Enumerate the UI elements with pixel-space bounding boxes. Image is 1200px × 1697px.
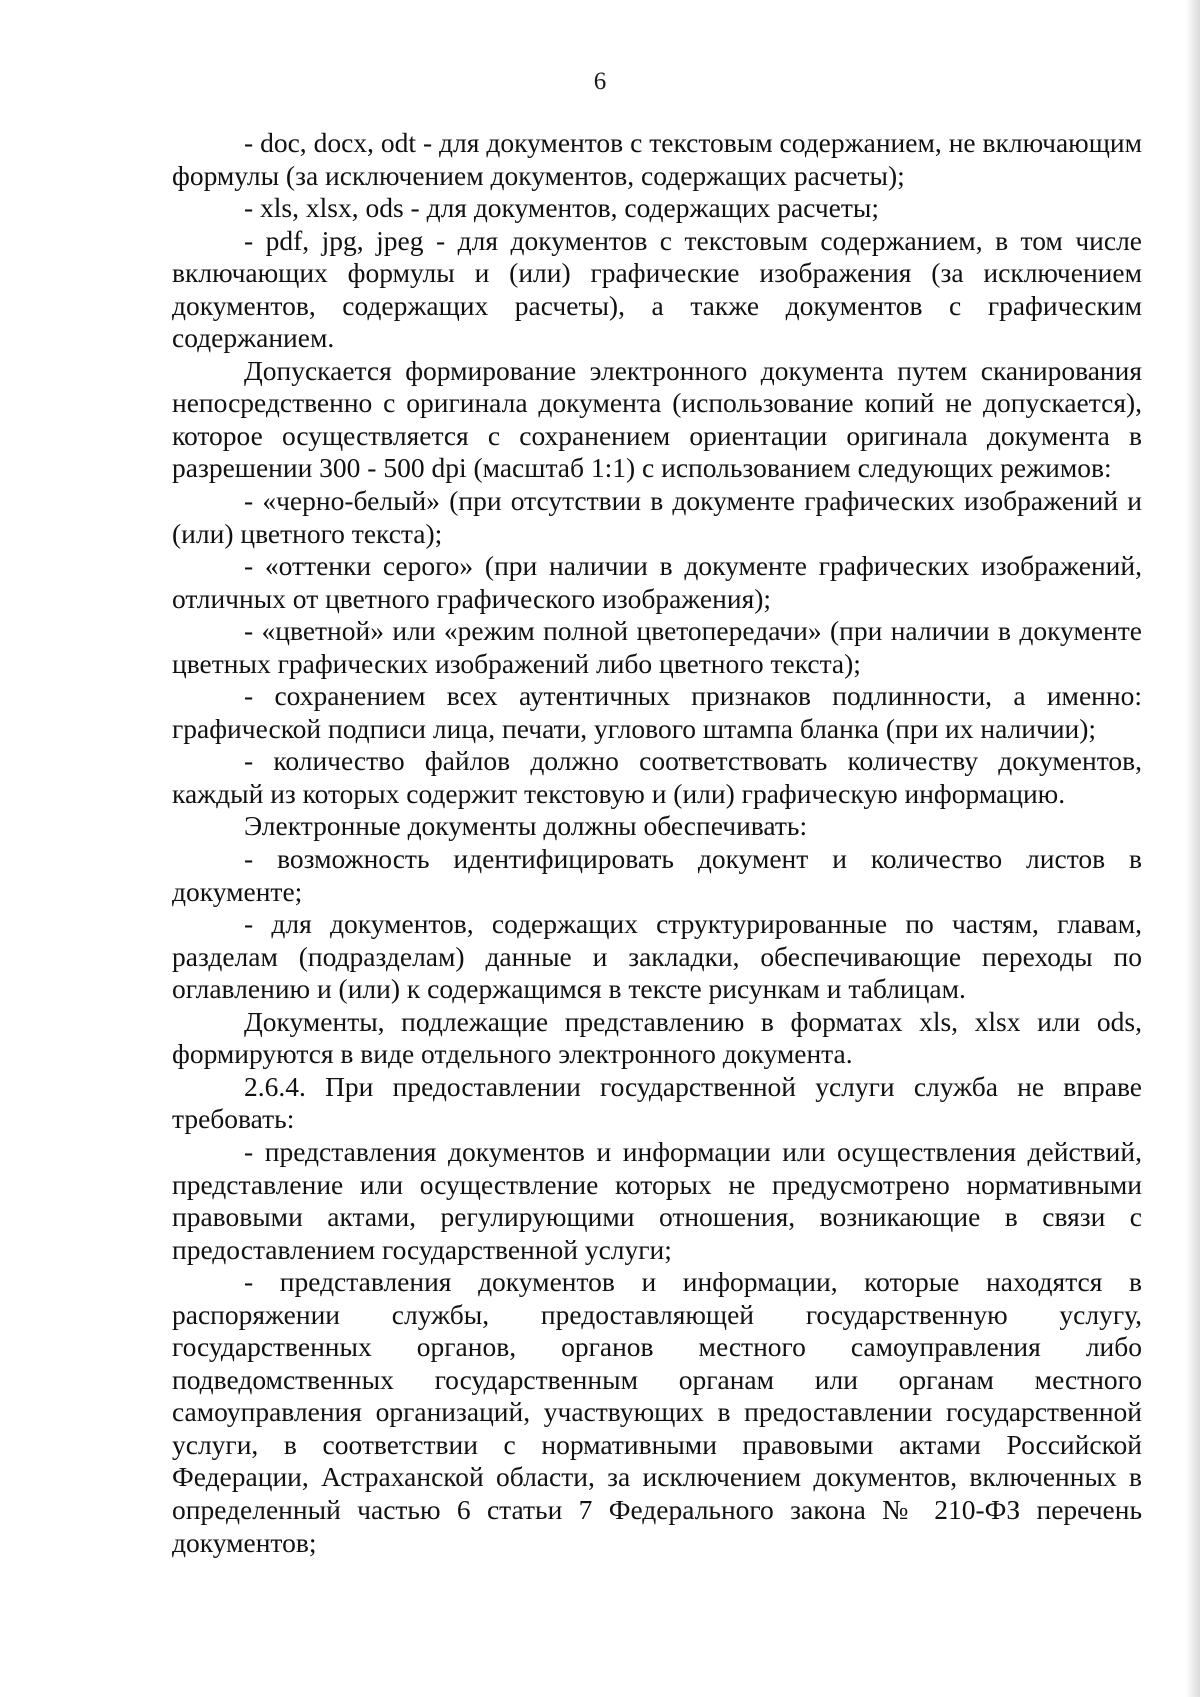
paragraph-authenticity: - сохранением всех аутентичных признаков подлинности, а именно: графической подписи лица, печати, углового штампа бланка (при их наличии); [172, 680, 1142, 744]
paragraph-formats-doc: - doc, docx, odt - для документов с текстовым содержанием, не включающим формулы (за исключением документов, содержащих расчеты); [172, 127, 1142, 191]
paragraph-requirements-intro: Электронные документы должны обеспечивать: [244, 810, 808, 842]
paragraph-formats-xls: - xls, xlsx, ods - для документов, содержащих расчеты; [244, 192, 879, 224]
paragraph-scanning: Допускается формирование электронного документа путем сканирования непосредственно с оригинала документа (использование копий не допускается), которое осуществляется с сохранением ориентации оригинала документа в разрешении 300 - 500 dpi (масштаб 1:1) с использованием следующих режимов: [172, 354, 1142, 484]
paragraph-mode-color: - «цветной» или «режим полной цветопередачи» (при наличии в документе цветных графических изображений либо цветного текста); [172, 615, 1142, 679]
paragraph-formats-pdf: - pdf, jpg, jpeg - для документов с текстовым содержанием, в том числе включающих формулы и (или) графические изображения (за исключением документов, содержащих расчеты), а также документов с графическим содержанием. [172, 224, 1142, 354]
paragraph-not-required-1: - представления документов и информации или осуществления действий, представление или осуществление которых не предусмотрено нормативными правовыми актами, регулирующими отношения, возникающие в связи с предоставлением государственной услуги; [172, 1135, 1142, 1265]
page-number: 6 [593, 68, 607, 95]
paragraph-mode-bw: - «черно-белый» (при отсутствии в документе графических изображений и (или) цветного текста); [172, 485, 1142, 549]
paragraph-not-required-2: - представления документов и информации, которые находятся в распоряжении службы, предоставляющей государственную услугу, государственных органов, органов местного самоуправления либо подведомственных государственным органам или органам местного самоуправления организаций, участвующих в предоставлении государственной услуги, в соответствии с нормативными правовыми актами Российской Федерации, Астраханской области, за исключением документов, включенных в определенный частью 6 статьи 7 Федерального закона № 210-ФЗ перечень документов; [172, 1266, 1142, 1558]
page-edge-shadow [1186, 0, 1200, 1697]
paragraph-separate-doc: Документы, подлежащие представлению в форматах xls, xlsx или ods, формируются в виде отдельного электронного документа. [172, 1005, 1142, 1070]
document-body [172, 127, 1142, 1559]
paragraph-mode-gray: - «оттенки серого» (при наличии в документе графических изображений, отличных от цветного графического изображения); [172, 550, 1142, 614]
paragraph-file-count: - количество файлов должно соответствовать количеству документов, каждый из которых содержит текстовую и (или) графическую информацию. [172, 745, 1142, 809]
paragraph-structured: - для документов, содержащих структурированные по частям, главам, разделам (подразделам) данные и закладки, обеспечивающие переходы по оглавлению и (или) к содержащимся в тексте рисункам и таблицам. [172, 908, 1142, 1005]
paragraph-section-2-6-4: 2.6.4. При предоставлении государственной услуги служба не вправе требовать: [172, 1070, 1142, 1135]
paragraph-identify: - возможность идентифицировать документ и количество листов в документе; [172, 843, 1142, 907]
